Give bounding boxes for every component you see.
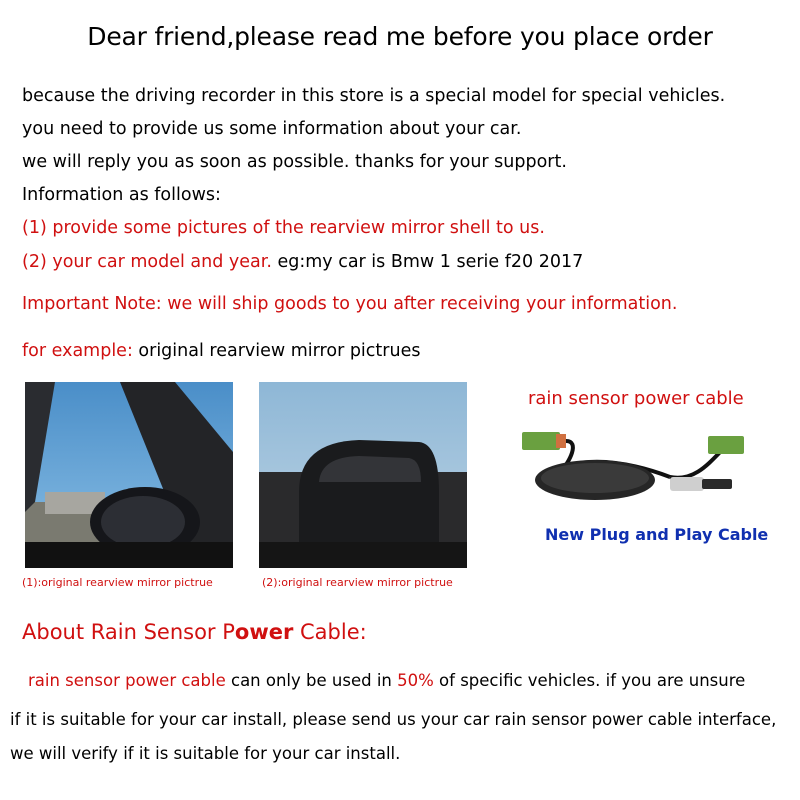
photo-caption-2: (2):original rearview mirror pictrue: [262, 576, 453, 589]
about-line-1: [28, 671, 745, 690]
requirement-2-label: (2) your car model and year.: [22, 252, 272, 272]
requirement-2: [22, 252, 583, 272]
important-note: Important Note: we will ship goods to you after receiving your information.: [22, 294, 678, 314]
about-heading: [22, 620, 367, 644]
intro-line-1: because the driving recorder in this store is a special model for special vehicles.: [22, 86, 726, 106]
intro-line-2: you need to provide us some information about your car.: [22, 119, 522, 139]
about-line-3: we will verify if it is suitable for your car install.: [10, 744, 401, 763]
about-line-1-cable: rain sensor power cable: [28, 671, 226, 690]
example-text: original rearview mirror pictrues: [132, 341, 421, 361]
intro-line-4: Information as follows:: [22, 185, 221, 205]
about-heading-power: ower: [234, 620, 294, 644]
cable-photo: [520, 422, 750, 512]
about-line-1-percent: 50%: [397, 671, 434, 690]
requirement-2-example: eg:my car is Bmw 1 serie f20 2017: [271, 252, 584, 272]
about-line-2: if it is suitable for your car install, please send us your car rain sensor power cable interface,: [10, 710, 777, 729]
about-heading-end: Cable:: [293, 620, 367, 644]
mirror-photo-1: [25, 382, 233, 568]
mirror-photo-1-image: [25, 382, 233, 568]
requirement-1: (1) provide some pictures of the rearview mirror shell to us.: [22, 218, 545, 238]
cable-subtitle: New Plug and Play Cable: [545, 525, 769, 544]
mirror-photo-2-image: [259, 382, 467, 568]
about-line-1-mid: can only be used in: [225, 671, 398, 690]
example-label: for example:: [22, 341, 133, 361]
cable-image: [520, 422, 750, 512]
example-line: [22, 341, 420, 361]
mirror-photo-2: [259, 382, 467, 568]
page-title: Dear friend,please read me before you place order: [87, 22, 713, 51]
cable-title: rain sensor power cable: [528, 388, 744, 409]
intro-line-3: we will reply you as soon as possible. thanks for your support.: [22, 152, 567, 172]
about-line-1-end: of specific vehicles. if you are unsure: [433, 671, 746, 690]
photo-caption-1: (1):original rearview mirror pictrue: [22, 576, 213, 589]
about-heading-start: About Rain Sensor P: [22, 620, 235, 644]
